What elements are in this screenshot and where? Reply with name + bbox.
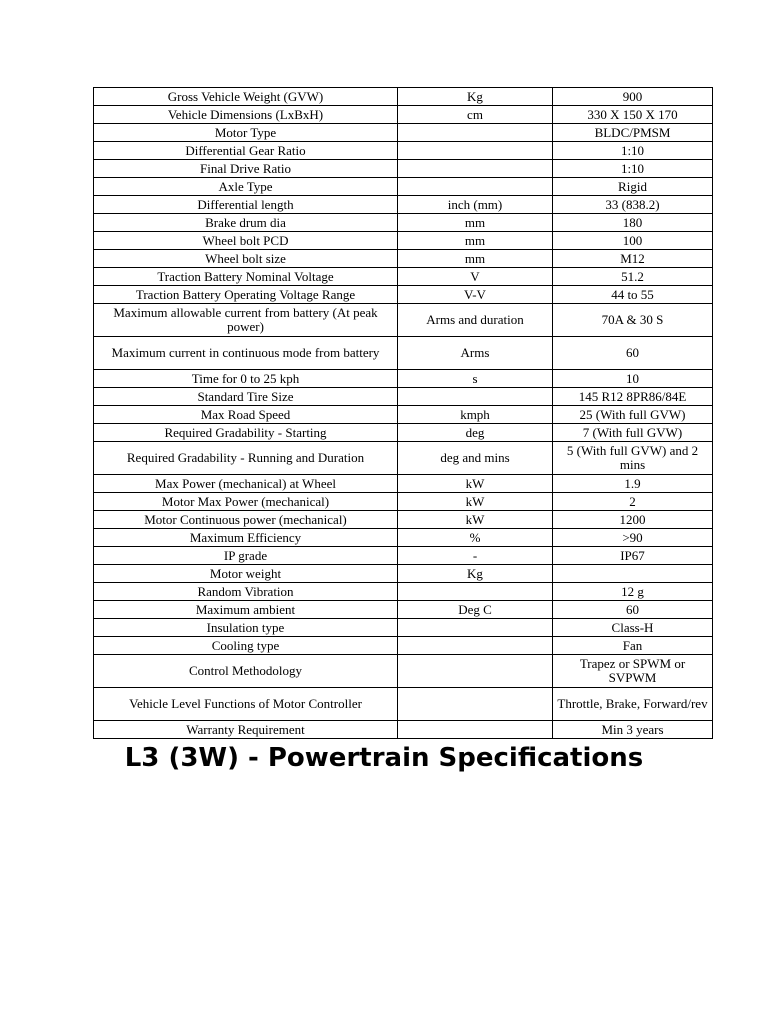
table-row — [94, 124, 713, 142]
parameter-cell: Vehicle Dimensions (LxBxH) — [94, 106, 398, 124]
value-cell: BLDC/PMSM — [553, 124, 713, 142]
unit-cell: kW — [398, 493, 553, 511]
table-row — [94, 106, 713, 124]
value-cell: 2 — [553, 493, 713, 511]
table-row — [94, 547, 713, 565]
table-row — [94, 286, 713, 304]
unit-cell: inch (mm) — [398, 196, 553, 214]
parameter-cell: Required Gradability - Starting — [94, 424, 398, 442]
parameter-cell: Random Vibration — [94, 583, 398, 601]
parameter-cell: Motor Type — [94, 124, 398, 142]
table-row — [94, 688, 713, 721]
parameter-cell: Max Power (mechanical) at Wheel — [94, 475, 398, 493]
unit-cell: kmph — [398, 406, 553, 424]
parameter-cell: Required Gradability - Running and Duration — [94, 442, 398, 475]
parameter-cell: Differential length — [94, 196, 398, 214]
value-cell: 33 (838.2) — [553, 196, 713, 214]
value-cell: 180 — [553, 214, 713, 232]
parameter-cell: Motor Max Power (mechanical) — [94, 493, 398, 511]
parameter-cell: Max Road Speed — [94, 406, 398, 424]
value-cell — [553, 565, 713, 583]
unit-cell: s — [398, 370, 553, 388]
parameter-cell: Maximum current in continuous mode from battery — [94, 337, 398, 370]
table-row — [94, 232, 713, 250]
value-cell: 10 — [553, 370, 713, 388]
unit-cell: % — [398, 529, 553, 547]
table-row — [94, 196, 713, 214]
value-cell: 12 g — [553, 583, 713, 601]
unit-cell — [398, 388, 553, 406]
unit-cell — [398, 583, 553, 601]
value-cell: 60 — [553, 337, 713, 370]
table-row — [94, 655, 713, 688]
value-cell: Rigid — [553, 178, 713, 196]
unit-cell — [398, 619, 553, 637]
value-cell: Trapez or SPWM or SVPWM — [553, 655, 713, 688]
value-cell: 1:10 — [553, 160, 713, 178]
value-cell: 1.9 — [553, 475, 713, 493]
table-row — [94, 250, 713, 268]
parameter-cell: Insulation type — [94, 619, 398, 637]
parameter-cell: Gross Vehicle Weight (GVW) — [94, 88, 398, 106]
unit-cell: Arms and duration — [398, 304, 553, 337]
unit-cell: deg and mins — [398, 442, 553, 475]
value-cell: M12 — [553, 250, 713, 268]
unit-cell: V — [398, 268, 553, 286]
table-row — [94, 583, 713, 601]
unit-cell: Arms — [398, 337, 553, 370]
table-row — [94, 475, 713, 493]
parameter-cell: Final Drive Ratio — [94, 160, 398, 178]
table-row — [94, 511, 713, 529]
table-row — [94, 493, 713, 511]
table-row — [94, 442, 713, 475]
table-row — [94, 370, 713, 388]
unit-cell — [398, 160, 553, 178]
document-title: L3 (3W) - Powertrain Specifications — [124, 743, 644, 773]
value-cell: 5 (With full GVW) and 2 mins — [553, 442, 713, 475]
value-cell: >90 — [553, 529, 713, 547]
parameter-cell: Maximum allowable current from battery (At peak power) — [94, 304, 398, 337]
parameter-cell: Traction Battery Nominal Voltage — [94, 268, 398, 286]
spec-table-body — [94, 88, 713, 739]
parameter-cell: Warranty Requirement — [94, 721, 398, 739]
value-cell: 7 (With full GVW) — [553, 424, 713, 442]
parameter-cell: Wheel bolt size — [94, 250, 398, 268]
value-cell: 25 (With full GVW) — [553, 406, 713, 424]
unit-cell — [398, 655, 553, 688]
unit-cell: cm — [398, 106, 553, 124]
unit-cell: Deg C — [398, 601, 553, 619]
value-cell: 330 X 150 X 170 — [553, 106, 713, 124]
parameter-cell: Wheel bolt PCD — [94, 232, 398, 250]
value-cell: Throttle, Brake, Forward/rev — [553, 688, 713, 721]
table-row — [94, 214, 713, 232]
parameter-cell: Axle Type — [94, 178, 398, 196]
table-row — [94, 142, 713, 160]
value-cell: 44 to 55 — [553, 286, 713, 304]
unit-cell: mm — [398, 232, 553, 250]
unit-cell — [398, 178, 553, 196]
parameter-cell: Vehicle Level Functions of Motor Controller — [94, 688, 398, 721]
unit-cell — [398, 124, 553, 142]
table-row — [94, 637, 713, 655]
parameter-cell: IP grade — [94, 547, 398, 565]
parameter-cell: Motor Continuous power (mechanical) — [94, 511, 398, 529]
unit-cell: kW — [398, 511, 553, 529]
value-cell: 900 — [553, 88, 713, 106]
unit-cell: kW — [398, 475, 553, 493]
table-row — [94, 529, 713, 547]
value-cell: 70A & 30 S — [553, 304, 713, 337]
unit-cell: deg — [398, 424, 553, 442]
parameter-cell: Control Methodology — [94, 655, 398, 688]
value-cell: Min 3 years — [553, 721, 713, 739]
unit-cell: - — [398, 547, 553, 565]
table-row — [94, 160, 713, 178]
unit-cell: Kg — [398, 565, 553, 583]
table-row — [94, 388, 713, 406]
parameter-cell: Time for 0 to 25 kph — [94, 370, 398, 388]
parameter-cell: Brake drum dia — [94, 214, 398, 232]
spec-table — [93, 87, 713, 739]
parameter-cell: Differential Gear Ratio — [94, 142, 398, 160]
value-cell: 100 — [553, 232, 713, 250]
value-cell: 60 — [553, 601, 713, 619]
value-cell: Class-H — [553, 619, 713, 637]
parameter-cell: Motor weight — [94, 565, 398, 583]
value-cell: 145 R12 8PR86/84E — [553, 388, 713, 406]
value-cell: 1200 — [553, 511, 713, 529]
unit-cell: mm — [398, 214, 553, 232]
table-row — [94, 721, 713, 739]
value-cell: 1:10 — [553, 142, 713, 160]
parameter-cell: Maximum Efficiency — [94, 529, 398, 547]
unit-cell — [398, 721, 553, 739]
table-row — [94, 178, 713, 196]
table-row — [94, 565, 713, 583]
value-cell: 51.2 — [553, 268, 713, 286]
table-row — [94, 88, 713, 106]
unit-cell — [398, 142, 553, 160]
table-row — [94, 619, 713, 637]
parameter-cell: Standard Tire Size — [94, 388, 398, 406]
value-cell: Fan — [553, 637, 713, 655]
table-row — [94, 601, 713, 619]
table-row — [94, 424, 713, 442]
table-row — [94, 268, 713, 286]
unit-cell: mm — [398, 250, 553, 268]
table-row — [94, 337, 713, 370]
unit-cell — [398, 637, 553, 655]
unit-cell — [398, 688, 553, 721]
unit-cell: Kg — [398, 88, 553, 106]
parameter-cell: Cooling type — [94, 637, 398, 655]
unit-cell: V-V — [398, 286, 553, 304]
table-row — [94, 406, 713, 424]
value-cell: IP67 — [553, 547, 713, 565]
parameter-cell: Maximum ambient — [94, 601, 398, 619]
parameter-cell: Traction Battery Operating Voltage Range — [94, 286, 398, 304]
table-row — [94, 304, 713, 337]
